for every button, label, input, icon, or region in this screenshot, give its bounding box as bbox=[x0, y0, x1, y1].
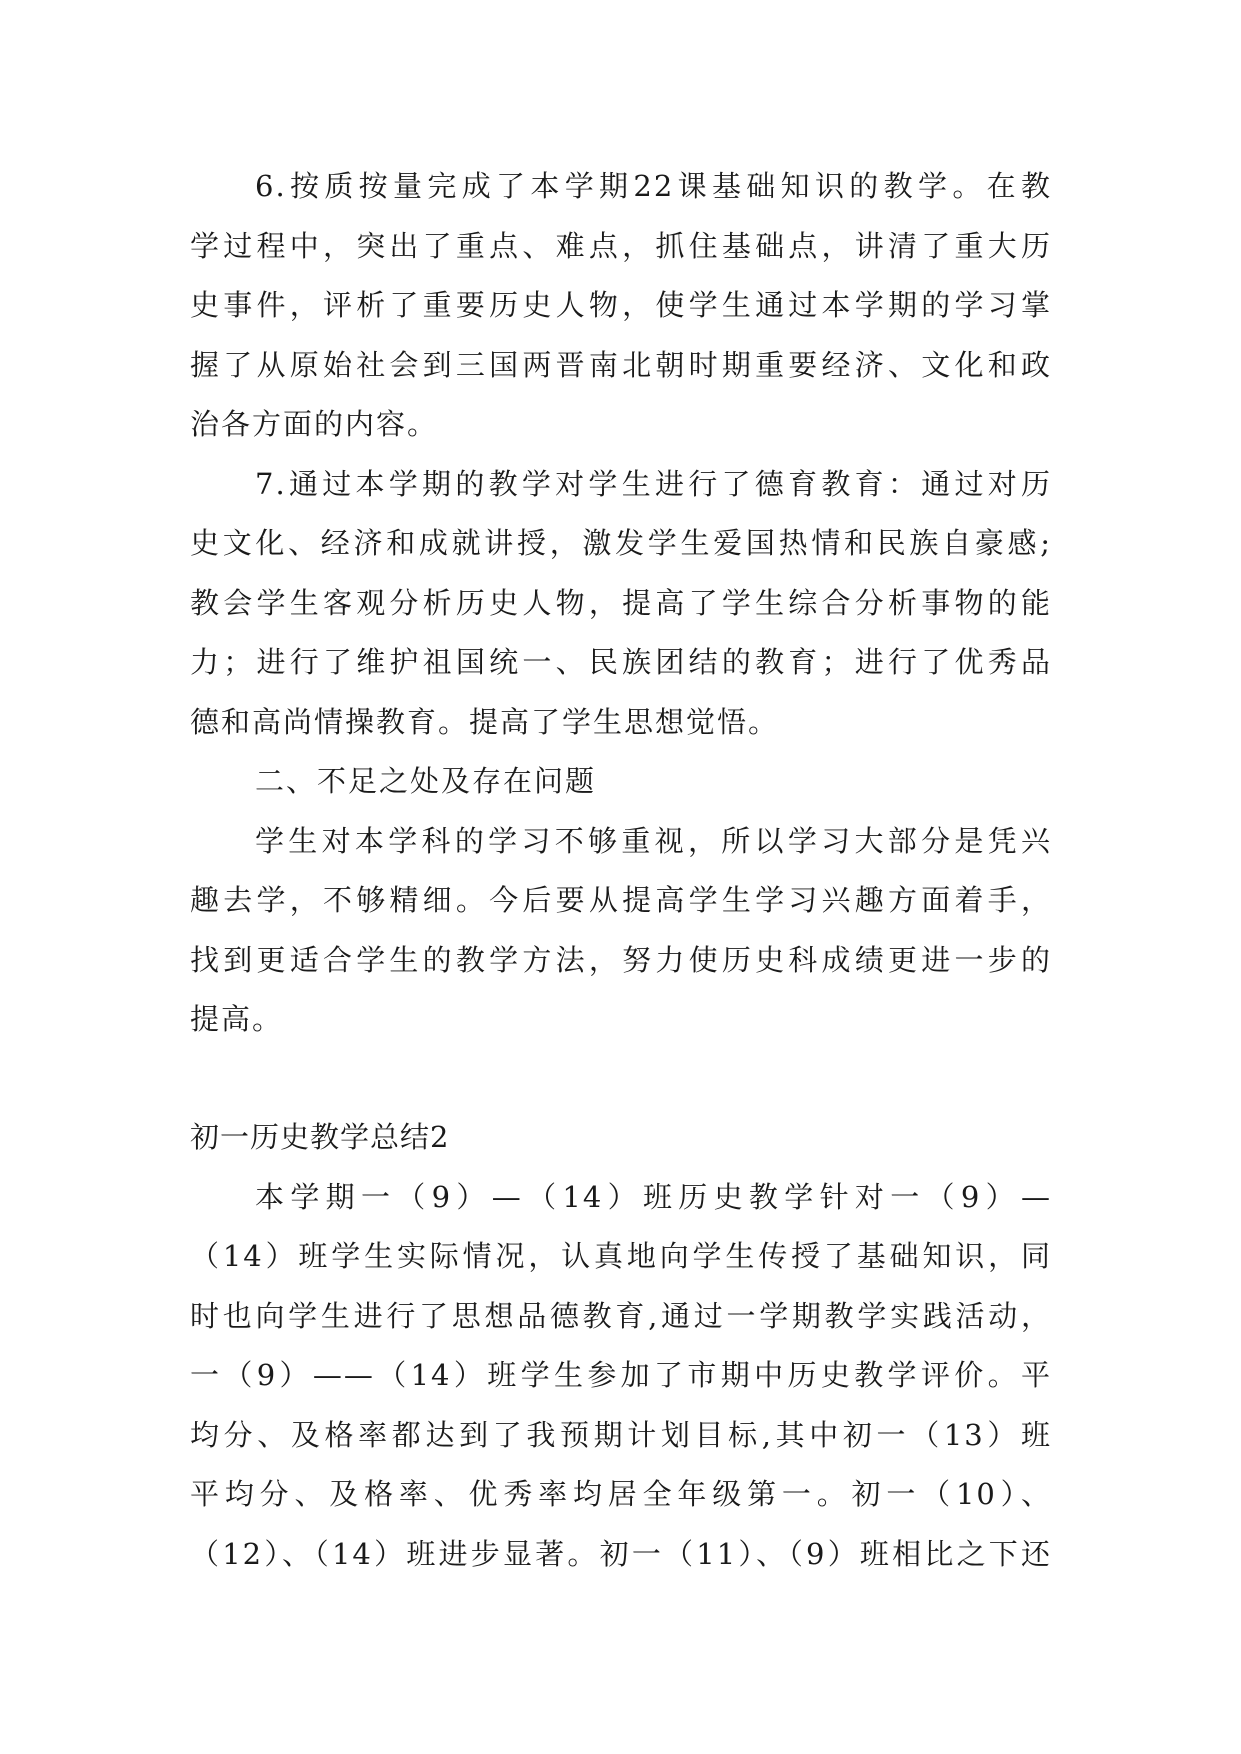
text-line: 提高。 bbox=[190, 1002, 284, 1036]
text-line: 力；进行了维护祖国统一、民族团结的教育；进行了优秀品 bbox=[190, 645, 1052, 679]
document-title: 初一历史教学总结2 bbox=[190, 1120, 450, 1154]
text-line: 史文化、经济和成就讲授，激发学生爱国热情和民族自豪感; bbox=[190, 526, 1052, 560]
text-line: 趣去学，不够精细。今后要从提高学生学习兴趣方面着手， bbox=[190, 883, 1052, 917]
text-line: 本学期一（9）—（14）班历史教学针对一（9）— bbox=[255, 1180, 1052, 1214]
text-line: （12）、（14）班进步显著。初一（11）、（9）班相比之下还 bbox=[190, 1537, 1052, 1571]
text-line: 学过程中，突出了重点、难点，抓住基础点，讲清了重大历 bbox=[190, 229, 1052, 263]
text-line: 时也向学生进行了思想品德教育,通过一学期教学实践活动， bbox=[190, 1299, 1052, 1333]
text-line: 学生对本学科的学习不够重视，所以学习大部分是凭兴 bbox=[255, 824, 1052, 858]
text-line: 均分、及格率都达到了我预期计划目标,其中初一（13）班 bbox=[190, 1418, 1052, 1452]
text-line: 6.按质按量完成了本学期22课基础知识的教学。在教 bbox=[255, 169, 1052, 203]
section-heading: 二、不足之处及存在问题 bbox=[255, 764, 597, 798]
text-line: （14）班学生实际情况，认真地向学生传授了基础知识，同 bbox=[190, 1239, 1052, 1273]
text-line: 一（9）——（14）班学生参加了市期中历史教学评价。平 bbox=[190, 1358, 1052, 1392]
text-line: 德和高尚情操教育。提高了学生思想觉悟。 bbox=[190, 705, 780, 739]
text-line: 找到更适合学生的教学方法，努力使历史科成绩更进一步的 bbox=[190, 943, 1052, 977]
text-line: 治各方面的内容。 bbox=[190, 407, 439, 441]
text-line: 史事件，评析了重要历史人物，使学生通过本学期的学习掌 bbox=[190, 288, 1052, 322]
text-line: 平均分、及格率、优秀率均居全年级第一。初一（10）、 bbox=[190, 1477, 1052, 1511]
text-line: 7.通过本学期的教学对学生进行了德育教育：通过对历 bbox=[255, 467, 1052, 501]
text-line: 教会学生客观分析历史人物，提高了学生综合分析事物的能 bbox=[190, 586, 1052, 620]
text-line: 握了从原始社会到三国两晋南北朝时期重要经济、文化和政 bbox=[190, 348, 1052, 382]
